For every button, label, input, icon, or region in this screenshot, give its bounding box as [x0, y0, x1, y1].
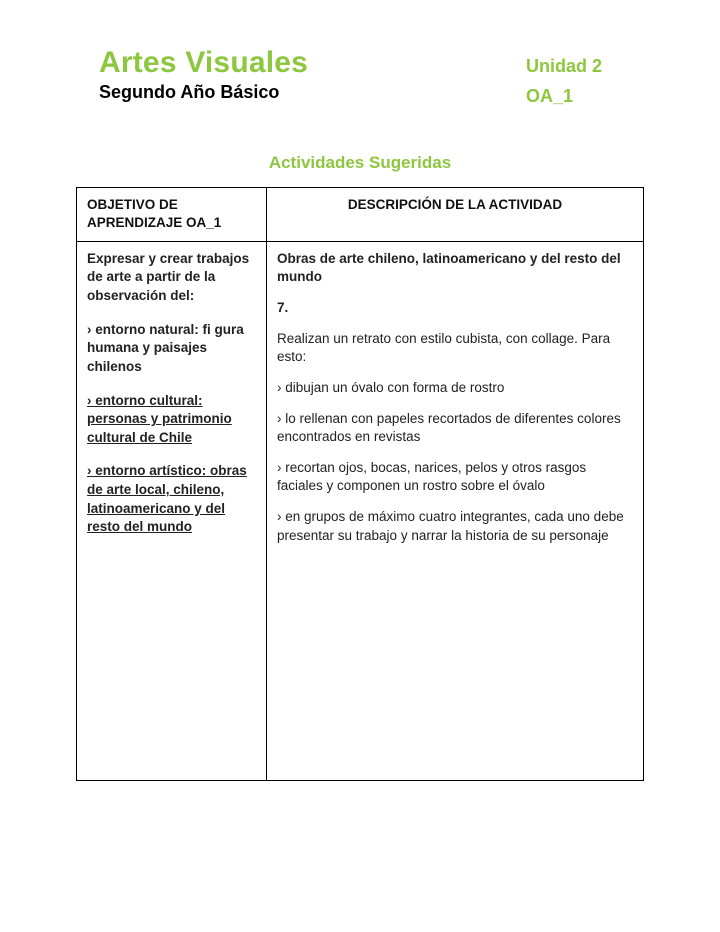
oa-label: OA_1 [525, 85, 574, 106]
objective-item-cultural: › entorno cultural: personas y patrimonio cultural de Chile [87, 392, 232, 445]
objective-item-artistico: › entorno artístico: obras de arte local, chileno, latinoamericano y del resto del mundo [87, 463, 247, 535]
section-title: Actividades Sugeridas [268, 152, 452, 172]
objective-intro: Expresar y crear trabajos de arte a partir de la observación del: [87, 250, 250, 304]
activity-number: 7. [277, 300, 289, 316]
description-column-header: DESCRIPCIÓN DE LA ACTIVIDAD [347, 196, 563, 212]
activity-intro: Realizan un retrato con estilo cubista, con collage. Para esto: [277, 330, 611, 365]
document-header [0, 0, 720, 107]
objective-cell [77, 242, 267, 780]
grade-subtitle: Segundo Año Básico [99, 81, 280, 102]
activity-cell [267, 242, 643, 780]
activity-step-2: › lo rellenan con papeles recortados de diferentes colores encontrados en revistas [277, 410, 621, 445]
table-body-row [77, 242, 643, 780]
activity-heading: Obras de arte chileno, latinoamericano y del resto del mundo [277, 250, 621, 285]
activity-step-4: › en grupos de máximo cuatro integrantes, cada uno debe presentar su trabajo y narrar la historia de su personaje [277, 509, 624, 543]
header-left-block [99, 47, 308, 103]
course-title: Artes Visuales [99, 46, 309, 79]
unit-label: Unidad 2 [525, 56, 602, 76]
activity-step-3: › recortan ojos, bocas, narices, pelos y otros rasgos faciales y componen un rostro sobre el óvalo [277, 459, 587, 494]
activity-step-1: › dibujan un óvalo con forma de rostro [277, 379, 505, 395]
table-header-row [77, 188, 643, 242]
header-right-block [526, 47, 602, 107]
objective-item-natural: › entorno natural: fi gura humana y paisajes chilenos [87, 321, 244, 374]
activities-table [76, 187, 644, 781]
objective-column-header: OBJETIVO DE APRENDIZAJE OA_1 [77, 188, 267, 241]
